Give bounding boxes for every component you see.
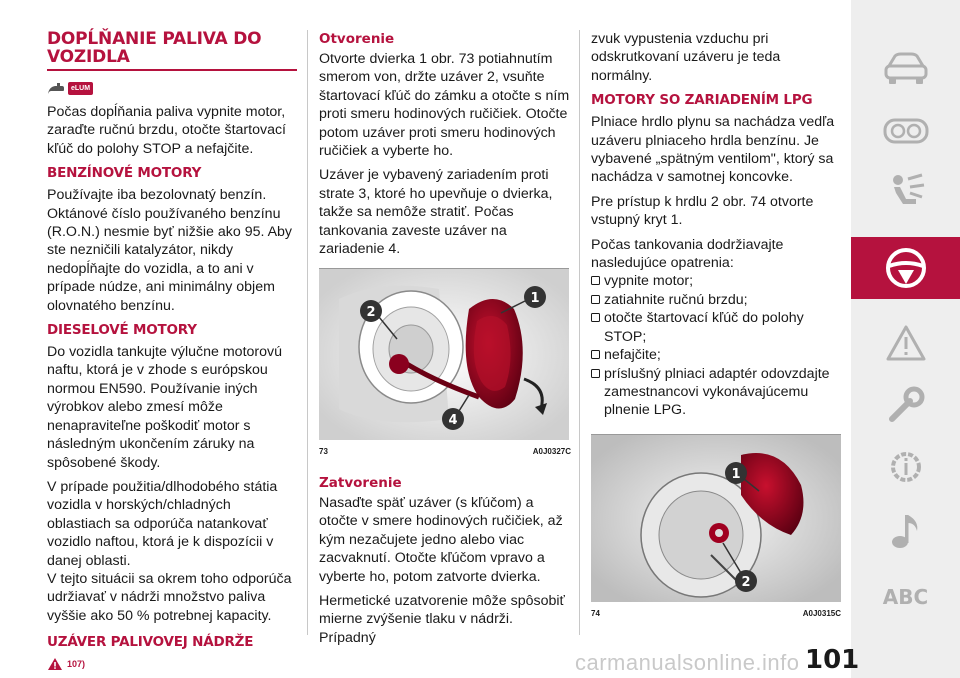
sidebar-item-vehicle[interactable] <box>851 38 960 100</box>
sidebar-item-multimedia[interactable] <box>851 500 960 562</box>
list-item: vypnite motor; <box>591 272 841 290</box>
elum-badge: eLUM <box>68 82 93 95</box>
closing-paragraph: Nasaďte späť uzáver (s kľúčom) a otočte v smere hodinových ručičiek, až kým nezačujete jedno alebo viac zacvaknutí. Otočte kľúčom vpravo a vyberte ho, potom zatvorte dvierka. <box>319 494 563 585</box>
list-item: príslušný plniaci adaptér odovzdajte zamestnancovi vykonávajúcemu plnenie LPG. <box>591 365 841 420</box>
heading-lpg: MOTORY SO ZARIADENÍM LPG <box>591 92 813 109</box>
page-number: 101 <box>805 645 860 675</box>
sidebar-item-safety[interactable] <box>851 162 960 224</box>
heading-closing: Zatvorenie <box>319 474 402 491</box>
figure-code: A0J0327C <box>532 447 571 457</box>
petrol-paragraph: Používajte iba bezolovnatý benzín. Oktánové číslo používaného benzínu (R.O.N.) nesmie byť nižšie ako 95. Aby ste nezničili katalyzátor, nikdy nedopĺňajte do vozidla, a to ani v prípade núdze, ani minimálny objem olovnatého benzínu. <box>47 187 293 314</box>
warning-reference[interactable] <box>47 655 297 673</box>
title-rule <box>47 69 297 71</box>
gear-info-icon <box>886 447 926 487</box>
diesel-paragraph: Do vozidla tankujte výlučne motorovú naftu, ktorá je v zhode s európskou normou EN590. Používanie iných výrobkov alebo zmesí môže nenapraviteľne poškodiť motor s následným ukončením záruky na spôsobené škody. <box>47 344 283 471</box>
opening-paragraph: Otvorte dvierka 1 obr. 73 potiahnutím smerom von, držte uzáver 2, vsuňte štartovací kľúč do zámku a otočte s ním proti smeru hodinových ručičiek. Otočte potom uzáver proti smeru hodinových ručičiek a vyberte ho. <box>319 51 570 160</box>
figure-74 <box>591 434 841 602</box>
lpg-inlet-illustration <box>591 435 841 602</box>
list-item: zatiahnite ručnú brzdu; <box>591 291 841 309</box>
car-icon <box>883 52 929 86</box>
warning-triangle-icon <box>885 324 927 362</box>
lpg-access-paragraph: Pre prístup k hrdlu 2 obr. 74 otvorte vstupný kryt 1. <box>591 193 814 229</box>
intro-paragraph: Počas dopĺňania paliva vypnite motor, zaraďte ručnú brzdu, otočte štartovací kľúč do polohy STOP a nefajčite. <box>47 104 286 157</box>
warning-triangle-icon <box>47 657 63 671</box>
callout-2: 2 <box>366 305 376 321</box>
sidebar-item-maintenance[interactable] <box>851 374 960 436</box>
wrench-icon <box>886 385 926 425</box>
figure-caption-73 <box>319 443 571 461</box>
watermark: carmanualsonline.info <box>575 650 800 675</box>
mountain-paragraph: V prípade použitia/dlhodobého státia vozidla v horských/chladných oblastiach sa odporúča natankovať vozidlo naftou, ktorá je k dispozícii v danej oblasti. <box>47 478 278 569</box>
sidebar-item-index[interactable] <box>851 566 960 628</box>
column-2 <box>319 30 571 653</box>
sidebar-item-driving[interactable] <box>851 237 960 299</box>
precautions-intro: Počas tankovania dodržiavajte nasledujúce opatrenia: <box>591 236 784 272</box>
callout-4: 4 <box>448 413 458 429</box>
heading-fuel-cap: UZÁVER PALIVOVEJ NÁDRŽE <box>47 634 254 651</box>
list-item: otočte štartovací kľúč do polohy STOP; <box>591 309 841 346</box>
warning-ref-number: 107) <box>67 659 86 670</box>
checkbox-bullet-icon <box>591 313 600 322</box>
continuation-paragraph: zvuk vypustenia vzduchu pri odskrutkovaní uzáveru je teda normálny. <box>591 31 781 84</box>
chapter-sidebar <box>851 0 960 678</box>
column-3 <box>591 30 841 635</box>
figure-73 <box>319 268 569 440</box>
column-1 <box>47 30 297 674</box>
figure-code: A0J0315C <box>802 608 841 618</box>
capacity-paragraph: V tejto situácii sa okrem toho odporúča udržiavať v nádrži množstvo paliva vyššie ako 50 % potrebnej kapacity. <box>47 570 292 624</box>
checkbox-bullet-icon <box>591 369 600 378</box>
fuel-cap-illustration <box>319 269 569 440</box>
heading-petrol: BENZÍNOVÉ MOTORY <box>47 165 202 182</box>
sidebar-item-warnings[interactable] <box>851 312 960 374</box>
checkbox-bullet-icon <box>591 295 600 304</box>
lpg-paragraph: Plniace hrdlo plynu sa nachádza vedľa uzáveru plniaceho hrdla benzínu. Je vybavené „spätným ventilom", ktorý sa nachádza v samotnej koncovke. <box>591 114 835 186</box>
heading-opening: Otvorenie <box>319 31 395 47</box>
figure-number: 73 <box>319 447 328 457</box>
dashboard-icon <box>883 116 929 146</box>
heading-diesel: DIESELOVÉ MOTORY <box>47 322 197 339</box>
anti-loss-paragraph: Uzáver je vybavený zariadením proti strate 3, ktoré ho upevňuje o dvierka, takže sa nemôže stratiť. Počas tankovania zaveste uzáver na zariadenie 4. <box>319 167 553 258</box>
checkbox-bullet-icon <box>591 350 600 359</box>
precautions-list <box>591 272 841 419</box>
steering-wheel-icon <box>884 246 928 290</box>
callout-1: 1 <box>530 291 540 307</box>
column-divider <box>307 30 308 635</box>
column-divider <box>579 30 580 635</box>
checkbox-bullet-icon <box>591 276 600 285</box>
index-label: ABC <box>882 585 929 609</box>
sidebar-item-dashboard[interactable] <box>851 100 960 162</box>
airbag-seat-icon <box>886 173 926 213</box>
page-title: DOPĹŇANIE PALIVA DO VOZIDLA <box>47 29 262 67</box>
callout-2: 2 <box>741 574 751 590</box>
fuel-info-row <box>47 77 297 99</box>
fuel-pump-icon <box>47 81 65 95</box>
pressure-paragraph: Hermetické uzatvorenie môže spôsobiť mierne zvýšenie tlaku v nádrži. Prípadný <box>319 592 565 646</box>
figure-number: 74 <box>591 608 600 618</box>
callout-1: 1 <box>731 466 741 482</box>
sidebar-item-technical-data[interactable] <box>851 436 960 498</box>
figure-caption-74 <box>591 605 841 623</box>
list-item: nefajčite; <box>591 346 841 364</box>
music-note-icon <box>889 511 923 551</box>
